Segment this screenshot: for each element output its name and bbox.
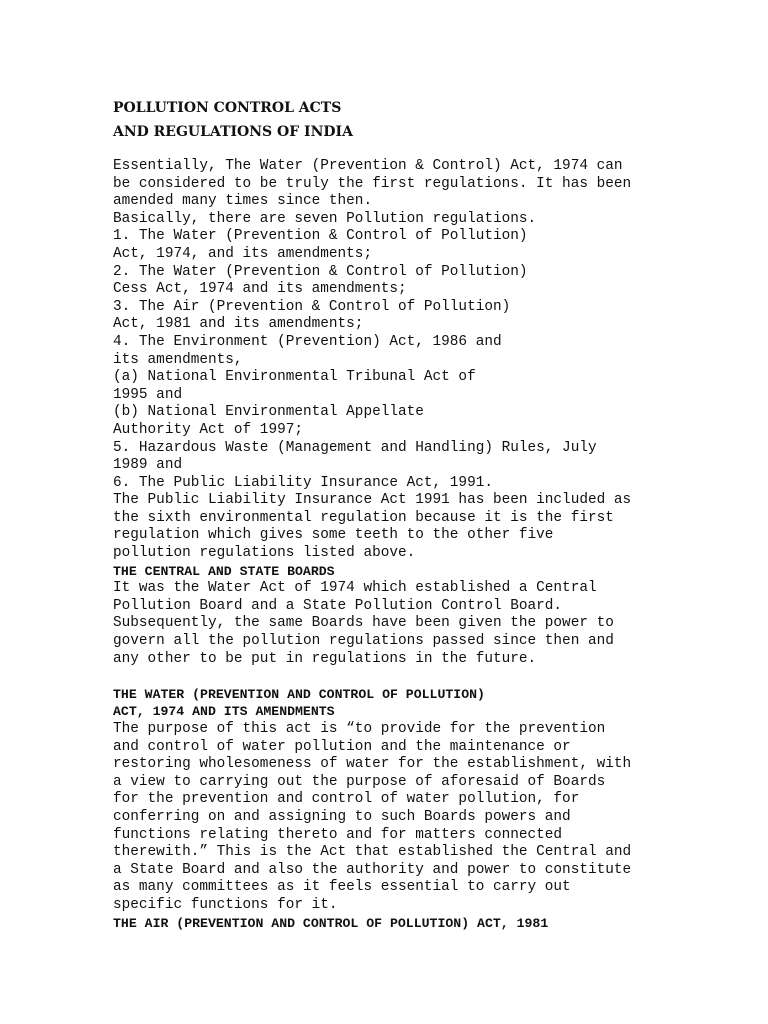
body-line: a view to carrying out the purpose of aforesaid of Boards [113,773,606,790]
title-line: POLLUTION CONTROL ACTS [113,100,342,116]
body-line: for the prevention and control of water pollution, for [113,791,580,808]
body-line: specific functions for it. [113,896,338,913]
list-item: 4. The Environment (Prevention) Act, 1986 and [113,333,502,350]
body-line: conferring on and assigning to such Boards powers and [113,808,571,825]
list-item: 2. The Water (Prevention & Control of Pollution) [113,263,528,280]
body-line: regulation which gives some teeth to the other five [113,527,554,544]
list-item: 1989 and [113,457,183,474]
list-item: (b) National Environmental Appellate [113,404,424,421]
section-heading: ACT, 1974 AND ITS AMENDMENTS [113,704,335,720]
document-body [113,158,763,932]
body-line: any other to be put in regulations in the future. [113,650,537,667]
body-line: The Public Liability Insurance Act 1991 has been included as [113,492,632,509]
body-line: functions relating thereto and for matters connected [113,826,563,843]
body-line: Subsequently, the same Boards have been given the power to [113,615,614,632]
blank-line [113,668,763,686]
list-item: Cess Act, 1974 and its amendments; [113,281,407,298]
body-line: the sixth environmental regulation because it is the first [113,509,614,526]
body-line: and control of water pollution and the maintenance or [113,738,571,755]
body-line: restoring wholesomeness of water for the establishment, with [113,756,632,773]
body-line: pollution regulations listed above. [113,545,416,562]
list-item: 1995 and [113,386,183,403]
body-line: as many committees as it feels essential to carry out [113,879,571,896]
list-item: Authority Act of 1997; [113,421,303,438]
body-line: a State Board and also the authority and power to constitute [113,861,632,878]
body-line: The purpose of this act is “to provide for the prevention [113,721,606,737]
body-line: amended many times since then. [113,193,373,210]
list-item: (a) National Environmental Tribunal Act of [113,369,476,386]
list-item: its amendments, [113,351,243,368]
list-item: Act, 1981 and its amendments; [113,316,364,333]
list-item: Act, 1974, and its amendments; [113,245,373,262]
body-line: govern all the pollution regulations passed since then and [113,633,614,650]
body-line: therewith.” This is the Act that established the Central and [113,844,632,861]
title-line: AND REGULATIONS OF INDIA [113,124,353,140]
document-title [113,96,763,144]
list-item: 1. The Water (Prevention & Control of Pollution) [113,228,528,245]
section-heading: THE WATER (PREVENTION AND CONTROL OF POLLUTION) [113,686,485,702]
body-line: Pollution Board and a State Pollution Control Board. [113,597,563,614]
section-heading: THE CENTRAL AND STATE BOARDS [113,563,335,579]
body-line: It was the Water Act of 1974 which established a Central [113,580,597,597]
document-page [113,96,763,932]
body-line: Essentially, The Water (Prevention & Control) Act, 1974 can [113,158,623,174]
list-item: 3. The Air (Prevention & Control of Pollution) [113,298,511,315]
list-item: 5. Hazardous Waste (Management and Handling) Rules, July [113,439,597,456]
section-heading: THE AIR (PREVENTION AND CONTROL OF POLLUTION) ACT, 1981 [113,915,549,931]
body-line: be considered to be truly the first regulations. It has been [113,175,632,192]
body-line: Basically, there are seven Pollution regulations. [113,210,537,227]
list-item: 6. The Public Liability Insurance Act, 1991. [113,474,493,491]
